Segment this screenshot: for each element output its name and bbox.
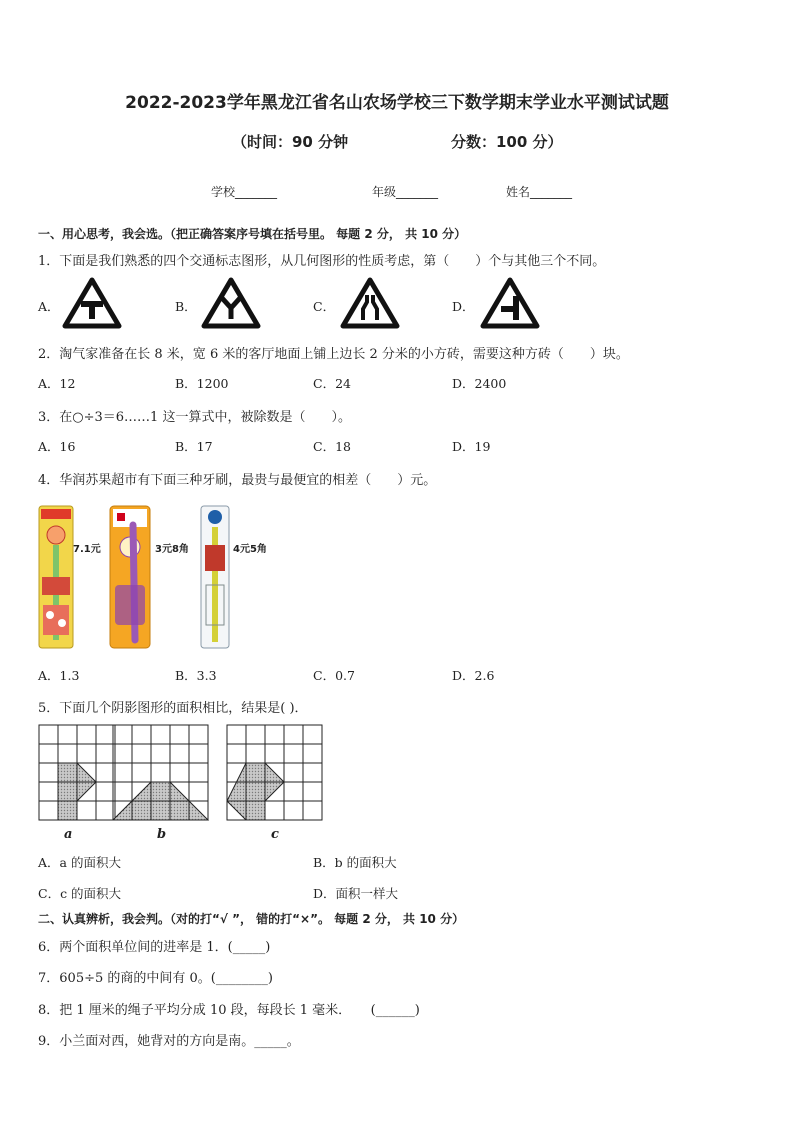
q1-option-c: C． <box>313 299 336 314</box>
q4-option-d: D．2.6 <box>452 668 495 683</box>
grade-field: 年级_______ <box>372 185 439 199</box>
question-2: 2．淘气家准备在长 8 米，宽 6 米的客厅地面上铺上边长 2 分米的小方砖，需要这种方砖（ ）块。 <box>38 347 629 362</box>
q5-option-b: B．b 的面积大 <box>313 855 397 870</box>
toothbrush-2-price: 3元8角 <box>155 544 189 555</box>
q1-option-a: A． <box>38 299 60 314</box>
section-2-heading: 二、认真辨析，我会判。（对的打“√ ”， 错的打“×”。 每题 2 分， 共 10 分） <box>38 912 465 926</box>
q1-option-b: B． <box>175 299 197 314</box>
score-label: 分数：100 分） <box>451 133 563 151</box>
q2-option-b: B．1200 <box>175 376 229 391</box>
question-9: 9．小兰面对西，她背对的方向是南。_____。 <box>38 1034 300 1049</box>
q1-option-d: D． <box>452 299 475 314</box>
grid-c <box>227 725 322 820</box>
q5-option-c: C．c 的面积大 <box>38 886 122 901</box>
question-7: 7．605÷5 的商的中间有 0。(________) <box>38 971 273 986</box>
section-1-heading: 一、用心思考，我会选。（把正确答案序号填在括号里。 每题 2 分， 共 10 分） <box>38 227 467 241</box>
toothbrush-1-price: 7.1元 <box>73 544 101 555</box>
grid-c-label: c <box>271 827 279 842</box>
grid-a-label: a <box>64 827 73 842</box>
q4-option-a: A．1.3 <box>38 668 80 683</box>
grid-b <box>113 725 208 820</box>
q2-option-a: A．12 <box>38 376 76 391</box>
q2-option-d: D．2400 <box>452 376 507 391</box>
grid-a <box>39 725 115 820</box>
q3-option-b: B．17 <box>175 439 213 454</box>
q3-option-d: D．19 <box>452 439 491 454</box>
q4-option-c: C．0.7 <box>313 668 355 683</box>
question-8: 8．把 1 厘米的绳子平均分成 10 段，每段长 1 毫米． (______) <box>38 1003 420 1018</box>
q4-option-b: B．3.3 <box>175 668 217 683</box>
question-4: 4．华润苏果超市有下面三种牙刷，最贵与最便宜的相差（ ）元。 <box>38 473 437 488</box>
q3-option-a: A．16 <box>38 439 76 454</box>
question-5: 5．下面几个阴影图形的面积相比，结果是( )． <box>38 701 308 716</box>
name-field: 姓名_______ <box>506 185 573 199</box>
grid-b-label: b <box>157 827 167 842</box>
q5-option-a: A．a 的面积大 <box>38 855 121 870</box>
q3-option-c: C．18 <box>313 439 351 454</box>
q5-option-d: D．面积一样大 <box>313 886 399 901</box>
question-3: 3．在○÷3＝6……1 这一算式中，被除数是（ ）。 <box>38 410 351 425</box>
q2-option-c: C．24 <box>313 376 351 391</box>
school-field: 学校_______ <box>211 185 278 199</box>
question-1: 1．下面是我们熟悉的四个交通标志图形，从几何图形的性质考虑，第（ ）个与其他三个不同。 <box>38 254 606 269</box>
question-6: 6．两个面积单位间的进率是 1．(_____) <box>38 940 271 955</box>
toothbrush-3-price: 4元5角 <box>233 544 267 555</box>
page-title: 2022-2023学年黑龙江省名山农场学校三下数学期末学业水平测试试题 <box>125 93 669 113</box>
time-label: （时间：90 分钟 <box>232 133 349 151</box>
